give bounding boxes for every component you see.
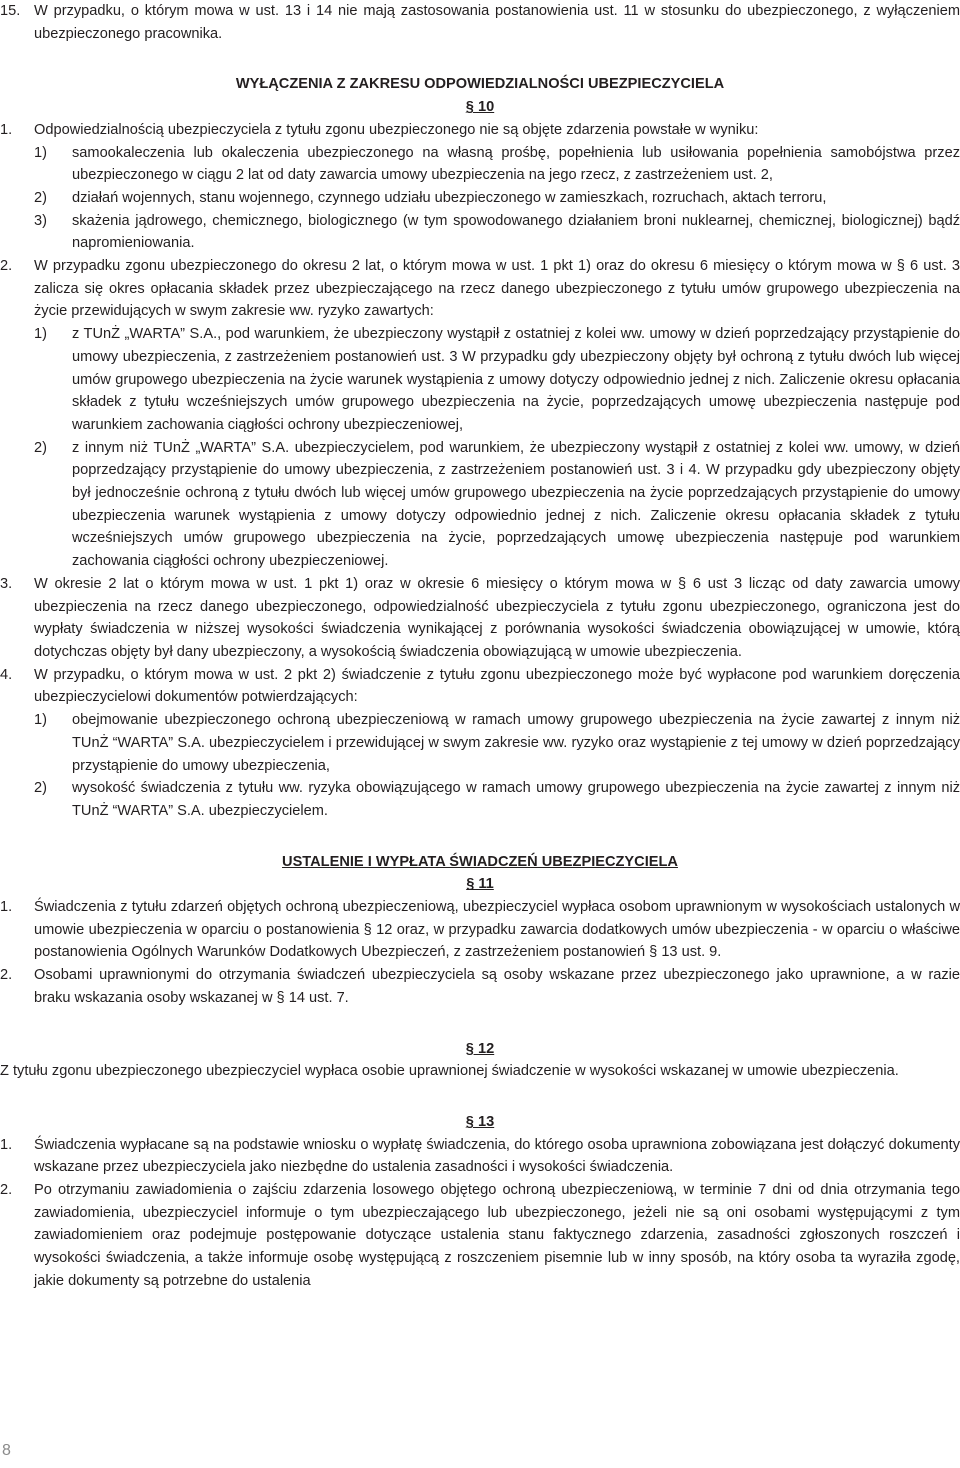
item-text: Odpowiedzialnością ubezpieczyciela z tytułu zgonu ubezpieczonego nie są objęte zdarzenia powstałe w wyniku: (34, 121, 759, 138)
sub-item-number: 1) (34, 326, 47, 343)
section-13-items (0, 1134, 960, 1293)
item-text: Po otrzymaniu zawiadomienia o zajściu zdarzenia losowego objętego ochroną ubezpieczeniową, w terminie 7 dni od dnia otrzymania tego zawiadomienia, ubezpieczyciel informuje o tym ubezpieczającego lub ubezpieczonego, jeżeli nie są oni osobami występującymi z tym zawiadomieniem oraz podejmuje postępowanie dotyczące ustalenia stanu faktycznego zdarzenia, zasadności zgłoszonych roszczeń i wysokości świadczenia, a także informuje osobę występującą z roszczeniem pisemnie lub w inny sposób, na który osoba ta wyraziła zgodę, jakie dokumenty są potrzebne do ustalenia (34, 1182, 960, 1289)
item-number: 15. (0, 3, 21, 19)
item-text: W przypadku, o którym mowa w ust. 13 i 14 nie mają zastosowania postanowienia ust. 11 w stosunku do ubezpieczonego, z wyłączeniem ubezpieczonego pracownika. (34, 3, 960, 42)
sub-item (34, 210, 960, 255)
numbered-item (0, 573, 960, 664)
item-text: Osobami uprawnionymi do otrzymania świadczeń ubezpieczyciela są osoby wskazane przez ubezpieczonego jako uprawnione, a w razie braku wskazania osoby wskazanej w § 14 ust. 7. (34, 967, 960, 1006)
item-text: W okresie 2 lat o którym mowa w ust. 1 pkt 1) oraz w okresie 6 miesięcy o którym mowa w § 6 ust 3 licząc od daty zawarcia umowy ubezpieczenia na rzecz danego ubezpieczonego, odpowiedzialność ubezpieczyciela z tytułu zgonu ubezpieczonego, ograniczona jest do wypłaty świadczenia w niższej wysokości świadczenia wynikającej z porównania wysokości świadczenia obowiązującej w umowie, którą dotychczas objęty był dany ubezpieczony, a wysokością świadczenia obowiązującą w umowie ubezpieczenia. (34, 575, 960, 660)
sub-item (34, 323, 960, 437)
item-body (34, 1179, 960, 1293)
sub-item-text: wysokość świadczenia z tytułu ww. ryzyka obowiązującego w ramach umowy grupowego ubezpieczenia na życie zawartej z innym niż TUnŻ “WARTA” S.A. ubezpieczycielem. (72, 780, 960, 819)
sub-item-number: 1) (34, 144, 47, 161)
item-text: W przypadku, o którym mowa w ust. 2 pkt 2) świadczenie z tytułu zgonu ubezpieczonego może być wypłacone pod warunkiem doręczenia ubezpieczycielowi dokumentów potwierdzających: (34, 666, 960, 706)
sub-item-number: 1) (34, 712, 47, 729)
item-number: 1. (0, 899, 13, 916)
paragraph-number-10: § 10 (465, 99, 495, 116)
section-heading-payout: USTALENIE I WYPŁATA ŚWIADCZEŃ UBEZPIECZYCIELA (282, 853, 678, 870)
item-text: Świadczenia z tytułu zdarzeń objętych ochroną ubezpieczeniową, ubezpieczyciel wypłaca osobom uprawnionym w wysokościach ustalonych w umowie ubezpieczenia w oparciu o postanowienia § 12 oraz, w przypadku zawarcia dodatkowych umów ubezpieczenia - w oparciu o właściwe postanowienia Ogólnych Warunków Dodatkowych Ubezpieczeń, z zastrzeżeniem postanowień § 13 ust. 9. (34, 899, 960, 961)
item-number: 4. (0, 666, 13, 683)
item-body (34, 896, 960, 964)
item-text: Świadczenia wypłacane są na podstawie wniosku o wypłatę świadczenia, do którego osoba uprawniona zobowiązana jest dołączyć dokumenty wskazane przez ubezpieczyciela jako niezbędne do ustalenia zasadności i wysokości świadczenia. (34, 1136, 960, 1176)
sub-item-text: obejmowanie ubezpieczonego ochroną ubezpieczeniową w ramach umowy grupowego ubezpieczenia na życie zawartej z innym niż TUnŻ “WARTA” S.A. ubezpieczycielem i przewidującej w swym zakresie ww. ryzyko oraz wystąpienie z tej umowy w dzień poprzedzający przystąpienie do umowy ubezpieczenia, (72, 712, 960, 774)
item-number: 3. (0, 575, 13, 592)
sub-item-text: samookaleczenia lub okaleczenia ubezpieczonego na własną prośbę, popełnienia lub usiłowania popełnienia samobójstwa przez ubezpieczonego w ciągu 2 lat od daty zawarcia umowy ubezpieczenia na jego rzecz, z zastrzeżeniem ust. 2, (72, 144, 960, 184)
item-body (34, 1134, 960, 1179)
sub-item-text: działań wojennych, stanu wojennego, czynnego udziału ubezpieczonego w zamieszkach, rozruchach, aktach terroru, (72, 189, 827, 206)
numbered-item (0, 664, 960, 823)
item-body (34, 664, 960, 823)
sub-item (34, 187, 960, 210)
item-text: W przypadku zgonu ubezpieczonego do okresu 2 lat, o którym mowa w ust. 1 pkt 1) oraz do okresu 6 miesięcy o którym mowa w § 6 ust. 3 zalicza się okres opłacania składek przez ubezpieczającego na rzecz danego ubezpieczonego z tytułu umów grupowego ubezpieczenia na życie przewidujących w swym zakresie ww. ryzyko zawartych: (34, 258, 960, 320)
paragraph-12-text: Z tytułu zgonu ubezpieczonego ubezpieczyciel wypłaca osobie uprawnionej świadczenie w wysokości wskazanej w umowie ubezpieczenia. (0, 1063, 899, 1080)
paragraph-number-13: § 13 (465, 1113, 495, 1130)
top-items (0, 0, 960, 45)
sub-item-number: 2) (34, 780, 47, 797)
item-number: 2. (0, 258, 13, 275)
item-body (34, 0, 960, 45)
item-body (34, 573, 960, 664)
numbered-item (0, 1134, 960, 1179)
item-number: 1. (0, 121, 13, 138)
sub-item-text: z TUnŻ „WARTA” S.A., pod warunkiem, że ubezpieczony wystąpił z ostatniej z kolei ww. umowy w dzień poprzedzający przystąpienie do umowy ubezpieczenia, z zastrzeżeniem postanowień ust. 3 W przypadku gdy ubezpieczony objęty był ochroną z tytułu dwóch lub więcej umów grupowego ubezpieczenia na życie warunek wystąpienia z umowy dotyczy odpowiednio jednej z nich. Zaliczenie okresu opłacania składek z tytułu wcześniejszych umów grupowego ubezpieczenia na życie, poprzedzających umowę ubezpieczenia następuje pod warunkiem zachowania ciągłości ochrony ubezpieczeniowej, (72, 326, 960, 433)
item-number: 2. (0, 1182, 13, 1199)
numbered-item (0, 1179, 960, 1293)
numbered-item (0, 0, 960, 45)
sub-item-number: 3) (34, 212, 47, 229)
item-body (34, 255, 960, 573)
item-body (34, 964, 960, 1009)
payout-items (0, 896, 960, 1010)
sub-item-number: 2) (34, 189, 47, 206)
sub-item (34, 437, 960, 573)
sub-item-text: z innym niż TUnŻ „WARTA” S.A. ubezpieczycielem, pod warunkiem, że ubezpieczony wystąpił z ostatniej z kolei ww. umowy, w dzień poprzedzający przystąpienie do umowy ubezpieczenia, z zastrzeżeniem postanowień ust. 3 i 4. W przypadku gdy ubezpieczony objęty był jednocześnie ochroną z tytułu dwóch lub więcej umów grupowego ubezpieczenia na życie poprzedzających przystąpienie do umowy ubezpieczenia warunek wystąpienia z umowy dotyczy odpowiednio jednej z nich. Zaliczenie okresu opłacania składek z tytułu wcześniejszych umów grupowego ubezpieczenia na życie, poprzedzających umowę ubezpieczenia następuje pod warunkiem zachowania ciągłości ochrony ubezpieczeniowej. (72, 439, 960, 570)
sub-item (34, 777, 960, 822)
numbered-item (0, 119, 960, 255)
paragraph-number-11: § 11 (466, 876, 494, 893)
sub-item-number: 2) (34, 439, 47, 456)
item-number: 1. (0, 1136, 13, 1153)
sub-item (34, 142, 960, 187)
sub-item-text: skażenia jądrowego, chemicznego, biologicznego (w tym spowodowanego działaniem broni nuklearnej, chemicznej, biologicznej) bądź napromieniowania. (72, 212, 960, 252)
item-body (34, 119, 960, 255)
page-number: 8 (2, 1442, 11, 1459)
item-number: 2. (0, 967, 13, 984)
exclusions-items (0, 119, 960, 823)
section-heading-exclusions: WYŁĄCZENIA Z ZAKRESU ODPOWIEDZIALNOŚCI UBEZPIECZYCIELA (235, 76, 725, 93)
numbered-item (0, 255, 960, 573)
numbered-item (0, 896, 960, 964)
sub-item (34, 709, 960, 777)
paragraph-number-12: § 12 (465, 1040, 495, 1057)
numbered-item (0, 964, 960, 1009)
